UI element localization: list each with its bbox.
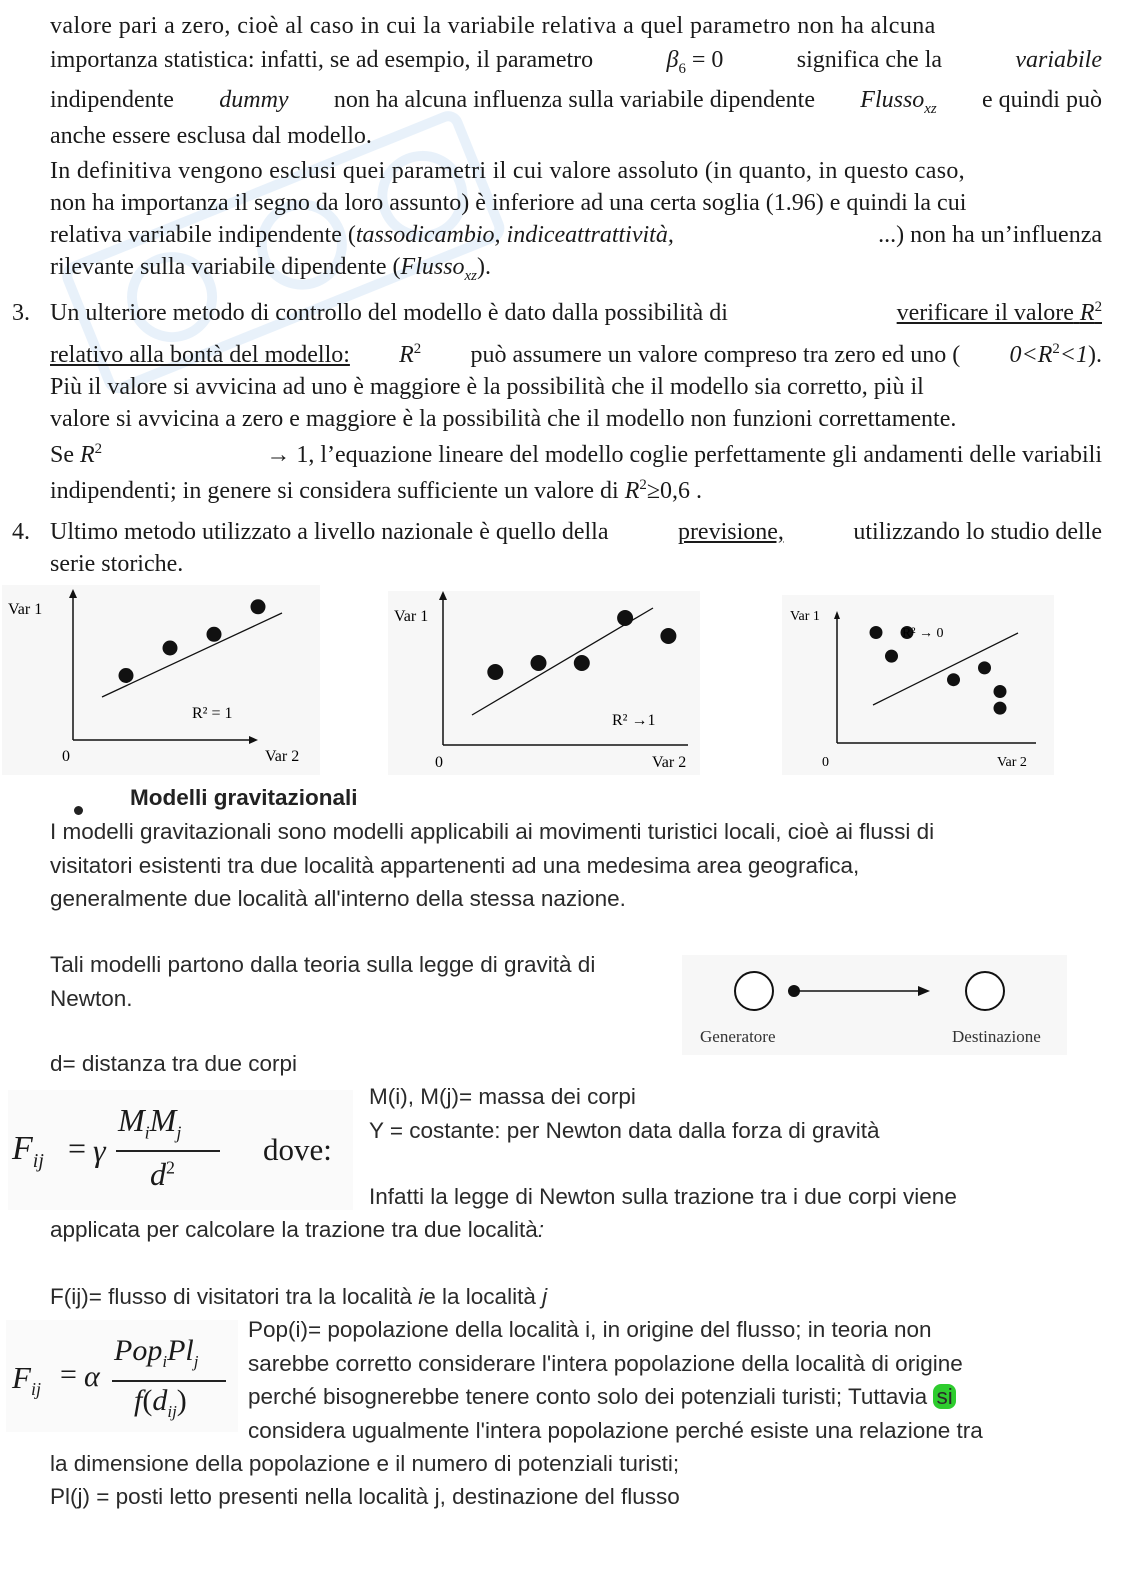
text-span <box>50 219 674 251</box>
text-span: valore pari a zero, cioè al caso in cui la variabile relativa a quel parametro non ha alcuna <box>50 13 936 39</box>
top-paragraph <box>50 10 1102 152</box>
r-symbol: R <box>624 478 640 504</box>
scatter-point <box>251 599 266 614</box>
gamma-symbol: γ <box>93 1132 106 1168</box>
scatter-point <box>870 626 883 639</box>
fraction-bar <box>116 1150 220 1152</box>
beta-expression <box>666 44 723 76</box>
text-line <box>50 439 1102 471</box>
beta-equals: = 0 <box>691 47 724 73</box>
text-span: e quindi può <box>981 87 1102 113</box>
list-item-4 <box>6 516 1106 580</box>
bullet <box>74 806 83 815</box>
f-symbol: F <box>12 1360 31 1395</box>
scatter-point <box>617 610 633 626</box>
text-line: Infatti la legge di Newton sulla trazione tra i due corpi viene <box>369 1184 957 1209</box>
scatter-point <box>885 650 898 663</box>
text-span: → 1, l’equazione lineare del modello coglie perfettamente gli andamenti delle variabili <box>266 442 1102 468</box>
underlined-span <box>897 297 1102 329</box>
formula-f <box>12 1130 44 1172</box>
section-heading: Modelli gravitazionali <box>130 785 358 810</box>
destination-label: Destinazione <box>952 1027 1041 1046</box>
text-span: j <box>542 1284 548 1309</box>
superscript: 2 <box>94 441 103 457</box>
paren: ( <box>142 1384 153 1417</box>
subscript-i: i <box>162 1352 168 1371</box>
text-span: verificare il valore <box>896 300 1074 326</box>
mass-i: M <box>118 1102 145 1138</box>
chart-background <box>782 595 1054 775</box>
text-span: Un ulteriore metodo di controllo del modello è dato dalla possibilità di <box>50 300 728 326</box>
scatter-charts <box>0 585 1125 785</box>
beta-symbol: β <box>666 47 679 73</box>
text-line: la dimensione della popolazione e il numero di potenziali turisti; <box>50 1451 680 1476</box>
text-span: può assumere un valore compreso tra zero ed uno ( <box>470 342 961 368</box>
scatter-point <box>487 664 503 680</box>
f-subscript: ij <box>30 1379 41 1400</box>
text-span: non ha importanza il segno da loro assunto) è inferiore ad una certa soglia (1.96) e quindi la cui <box>50 190 967 216</box>
flusso-expression <box>860 84 936 116</box>
scatter-point <box>994 685 1007 698</box>
origin-label: 0 <box>822 755 829 770</box>
text-line <box>50 187 1102 219</box>
text-line: considera ugualmente l'intera popolazione perché esiste una relazione tra <box>248 1417 983 1443</box>
paren: ) <box>176 1384 187 1417</box>
flow-definition <box>50 1280 547 1314</box>
list-item-3 <box>6 297 1106 507</box>
dove-label: dove: <box>263 1132 332 1167</box>
population-definition <box>248 1313 983 1447</box>
text-span: ...) non ha un’influenza <box>878 222 1102 248</box>
text-span: Più il valore si avvicina ad uno è maggiore è la possibilità che il modello sia corretto, più il <box>50 374 924 400</box>
text-line: anche essere esclusa dal modello. <box>50 123 372 149</box>
text-line: Tali modelli partono dalla teoria sulla legge di gravità di <box>50 952 596 977</box>
distance-definition: d= distanza tra due corpi <box>50 1051 298 1076</box>
generator-circle <box>735 972 773 1010</box>
text-line: serie storiche. <box>50 551 184 577</box>
text-line <box>248 1380 983 1414</box>
highlighted-text: si <box>933 1384 955 1409</box>
beds-definition: Pl(j) = posti letto presenti nella località j, destinazione del flusso <box>50 1484 680 1509</box>
text-span: relativa variabile indipendente ( <box>50 222 356 248</box>
scatter-point <box>574 655 590 671</box>
text-span: ≥0,6 . <box>646 478 702 504</box>
y-axis-label: Var 1 <box>790 609 820 624</box>
text-span: applicata per calcolare la trazione tra due località <box>50 1217 538 1242</box>
text-span: : <box>537 1217 545 1242</box>
f-subscript: ij <box>32 1149 44 1172</box>
f-function: f <box>134 1384 143 1417</box>
r-symbol: R <box>399 342 414 368</box>
underlined-span: previsione, <box>677 519 784 545</box>
scatter-point <box>994 702 1007 715</box>
newton-formula <box>8 1090 353 1210</box>
mass-definition: M(i), M(j)= massa dei corpi <box>369 1084 636 1109</box>
text-span: ). <box>1088 342 1102 368</box>
text-span: importanza statistica: infatti, se ad esempio, il parametro <box>50 47 594 73</box>
subscript-j: j <box>176 1122 182 1143</box>
r-symbol: R <box>80 442 95 468</box>
chart-2 <box>388 591 700 775</box>
text-span: 0<R <box>1009 342 1053 368</box>
denominator <box>150 1156 175 1193</box>
text-span: e la località <box>423 1284 536 1309</box>
text-line <box>50 251 1102 283</box>
alpha-symbol: α <box>84 1360 100 1393</box>
y-axis-label: Var 1 <box>394 608 429 625</box>
r2-annotation: R² → 0 <box>902 626 944 641</box>
text-line <box>50 516 1102 548</box>
text-span: dummy <box>219 87 289 113</box>
text-span: ). <box>476 254 491 280</box>
superscript: 2 <box>639 477 647 493</box>
subscript-j: j <box>193 1352 199 1371</box>
f-symbol: F <box>12 1130 33 1167</box>
chart-3 <box>782 595 1054 775</box>
text-span: indipendente <box>50 87 174 113</box>
scatter-point <box>163 641 178 656</box>
origin-label: 0 <box>62 748 70 765</box>
r-expression <box>399 339 421 371</box>
text-span: <1 <box>1059 342 1088 368</box>
text-span <box>50 439 102 471</box>
text-span: indipendenti; in genere si considera sufficiente un valore di <box>50 478 619 504</box>
y-axis-label: Var 1 <box>8 601 43 618</box>
text-line <box>50 403 1102 435</box>
superscript: 2 <box>1052 341 1060 357</box>
text-line: visitatori esistenti tra due località appartenenti ad una medesima area geografica, <box>50 852 860 878</box>
x-axis-label: Var 2 <box>652 754 687 771</box>
flusso-word: Flusso <box>860 87 925 113</box>
text-span: rilevante sulla variabile dipendente ( <box>50 254 401 280</box>
destination-circle <box>966 972 1004 1010</box>
gravity-intro <box>50 815 1110 916</box>
text-span: xz <box>464 267 477 284</box>
r-symbol: R <box>1079 300 1095 326</box>
text-line <box>50 219 1102 251</box>
text-span: tassodicambio, indiceattrattività, <box>355 222 674 248</box>
text-line: Newton. <box>50 985 133 1011</box>
text-span: valore si avvicina a zero e maggiore è la possibilità che il modello non funzioni correttamente. <box>50 406 957 432</box>
flusso-subscript: xz <box>924 100 937 117</box>
text-line <box>50 155 1102 187</box>
distance-subscript: ij <box>167 1402 177 1421</box>
origin-label: 0 <box>435 754 443 771</box>
text-line: I modelli gravitazionali sono modelli applicabili ai movimenti turistici locali, cioè ai flussi di <box>50 819 935 844</box>
scatter-point <box>660 628 676 644</box>
x-axis-label: Var 2 <box>997 755 1027 770</box>
scatter-point <box>947 673 960 686</box>
text-line <box>50 339 1102 371</box>
denominator <box>134 1384 187 1421</box>
text-span: Se <box>50 442 74 468</box>
gravity-theory <box>50 948 595 1015</box>
chart-background <box>2 585 320 775</box>
second-paragraph <box>50 155 1102 283</box>
r2-annotation: R² →1 <box>612 712 656 729</box>
text-span: F(ij)= flusso di visitatori tra la località <box>50 1284 412 1309</box>
distance-symbol: d <box>150 1156 166 1192</box>
constant-definition: Y = costante: per Newton data dalla forza di gravità <box>369 1118 880 1143</box>
scatter-point <box>531 655 547 671</box>
chart-background <box>388 591 700 775</box>
fraction-bar <box>112 1380 226 1382</box>
range-expression <box>1010 339 1103 371</box>
text-line: generalmente due località all'interno della stessa nazione. <box>50 886 626 911</box>
text-line <box>50 297 1102 329</box>
scatter-point <box>207 627 222 642</box>
text-span: In definitiva vengono esclusi quei parametri il cui valore assoluto (in quanto, in questo caso, <box>50 158 965 184</box>
distance-symbol: d <box>152 1384 168 1417</box>
pop-symbol: Pop <box>114 1334 163 1367</box>
exponent: 2 <box>166 1157 175 1178</box>
generator-label: Generatore <box>700 1027 776 1046</box>
text-span: non ha alcuna influenza sulla variabile dipendente <box>333 87 815 113</box>
generator-destination-diagram <box>682 955 1067 1055</box>
text-line <box>50 1213 544 1247</box>
formula-f <box>12 1360 41 1400</box>
numerator <box>118 1102 182 1143</box>
text-span: i <box>418 1284 424 1309</box>
subscript-i: i <box>144 1122 150 1143</box>
text-line <box>50 84 1102 116</box>
r2-annotation: R² = 1 <box>192 705 233 722</box>
equals-sign: = <box>60 1358 77 1391</box>
chart-1 <box>2 585 320 775</box>
list-number: 3. <box>12 300 30 326</box>
x-axis-label: Var 2 <box>265 748 300 765</box>
superscript: 2 <box>413 341 422 357</box>
underlined-span: relativo alla bontà del modello: <box>50 342 350 368</box>
equals-sign: = <box>68 1130 87 1166</box>
text-line <box>50 44 1102 76</box>
pl-symbol: Pl <box>167 1334 194 1367</box>
text-span: Ultimo metodo utilizzato a livello nazionale è quello della <box>50 519 609 545</box>
numerator <box>114 1334 199 1371</box>
text-span: Flusso <box>400 254 465 280</box>
list-number: 4. <box>12 519 30 545</box>
text-line <box>50 10 1102 42</box>
superscript: 2 <box>1094 299 1102 315</box>
mass-j: M <box>149 1102 177 1138</box>
scatter-point <box>119 668 134 683</box>
text-line <box>50 475 1102 507</box>
beta-subscript: 6 <box>678 60 686 77</box>
text-span: perché bisognerebbe tenere conto solo dei potenziali turisti; Tuttavia <box>248 1384 928 1409</box>
text-span: utilizzando lo studio delle <box>853 519 1102 545</box>
gravity-flow-formula <box>6 1320 238 1432</box>
text-line <box>50 371 1102 403</box>
text-span: variabile <box>1015 47 1102 73</box>
text-span: significa che la <box>796 47 943 73</box>
text-line: Pop(i)= popolazione della località i, in origine del flusso; in teoria non <box>248 1317 932 1342</box>
scatter-point <box>978 661 991 674</box>
text-line: sarebbe corretto considerare l'intera popolazione della località di origine <box>248 1350 963 1376</box>
